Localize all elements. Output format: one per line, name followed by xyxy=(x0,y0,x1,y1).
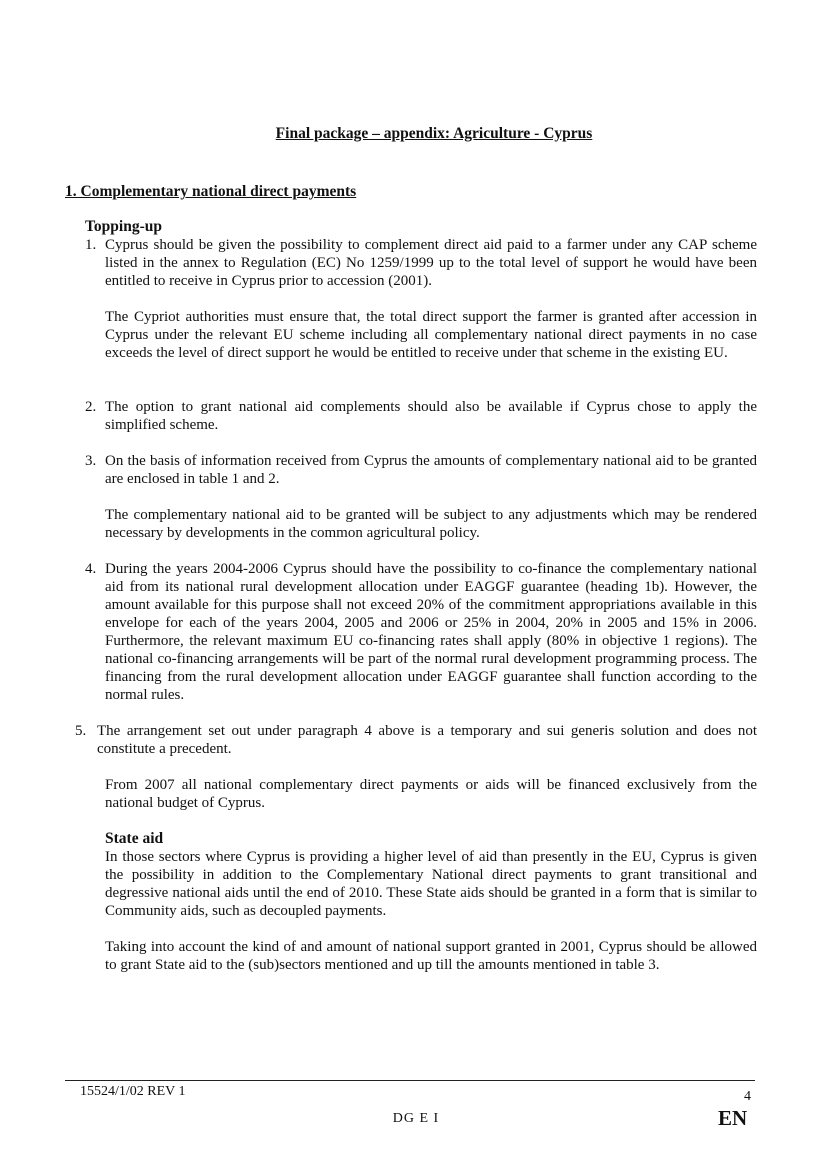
list-number: 2. xyxy=(85,399,97,415)
paragraph: On the basis of information received from Cyprus the amounts of complementary national aid to be granted are enclosed in table 1 and 2. xyxy=(105,453,757,487)
list-item-3 xyxy=(85,452,757,488)
list-number: 4. xyxy=(85,561,97,577)
document-body xyxy=(75,218,757,974)
paragraph: In those sectors where Cyprus is providing a higher level of aid than presently in the EU, Cyprus is given the possibility in addition to the Complementary National direct payments to grant transitional and degressive national aids until the end of 2010. These State aids should be granted in a form that is similar to Community aids, such as decoupled payments. xyxy=(105,849,757,919)
paragraph: The arrangement set out under paragraph 4 above is a temporary and sui generis solution and does not constitute a precedent. xyxy=(97,723,757,757)
paragraph: During the years 2004-2006 Cyprus should have the possibility to co-finance the complementary national aid from its national rural development allocation under EAGGF guarantee (heading 1b). However, the amount available for this purpose shall not exceed 20% of the commitment appropriations available in this envelope for each of the years 2004, 2005 and 2006 or 25% in 2004, 20% in 2005 and 15% in 2006. Furthermore, the relevant maximum EU co-financing rates shall apply (80% in objective 1 regions). The national co-financing arrangements will be part of the normal rural development programming process. The financing from the rural development allocation under EAGGF guarantee shall function according to the normal rules. xyxy=(105,561,757,703)
list-number: 1. xyxy=(85,237,97,253)
document-reference: 15524/1/02 REV 1 xyxy=(80,1084,186,1099)
topping-up-heading: Topping-up xyxy=(85,218,162,235)
page-number: 4 xyxy=(744,1089,751,1104)
list-item-5 xyxy=(75,722,757,758)
paragraph: Taking into account the kind of and amount of national support granted in 2001, Cyprus should be allowed to grant State aid to the (sub)sectors mentioned and up till the amounts mentioned in table 3. xyxy=(105,939,757,973)
list-item-2 xyxy=(85,398,757,434)
list-item-1 xyxy=(85,236,757,290)
list-item-4 xyxy=(85,560,757,704)
paragraph: The option to grant national aid complements should also be available if Cyprus chose to apply the simplified scheme. xyxy=(105,399,757,433)
paragraph: Cyprus should be given the possibility to complement direct aid paid to a farmer under any CAP scheme listed in the annex to Regulation (EC) No 1259/1999 up to the total level of support he would have been entitled to receive in Cyprus prior to accession (2001). xyxy=(105,237,757,289)
list-number: 3. xyxy=(85,453,97,469)
state-aid-heading: State aid xyxy=(105,830,164,847)
list-number: 5. xyxy=(75,723,87,739)
paragraph: The Cypriot authorities must ensure that, the total direct support the farmer is granted after accession in Cyprus under the relevant EU scheme including all complementary national direct payments in no case exceeds the level of direct support he would be entitled to receive under that scheme in the existing EU. xyxy=(105,309,757,361)
language-code: EN xyxy=(718,1106,748,1130)
paragraph: From 2007 all national complementary direct payments or aids will be financed exclusively from the national budget of Cyprus. xyxy=(105,777,757,811)
page-title: Final package – appendix: Agriculture - Cyprus xyxy=(275,125,593,142)
footer-divider xyxy=(65,1080,755,1081)
paragraph: The complementary national aid to be granted will be subject to any adjustments which may be rendered necessary by developments in the common agricultural policy. xyxy=(105,507,757,541)
department-label: DG E I xyxy=(392,1111,440,1126)
section-heading: 1. Complementary national direct payments xyxy=(65,183,357,200)
